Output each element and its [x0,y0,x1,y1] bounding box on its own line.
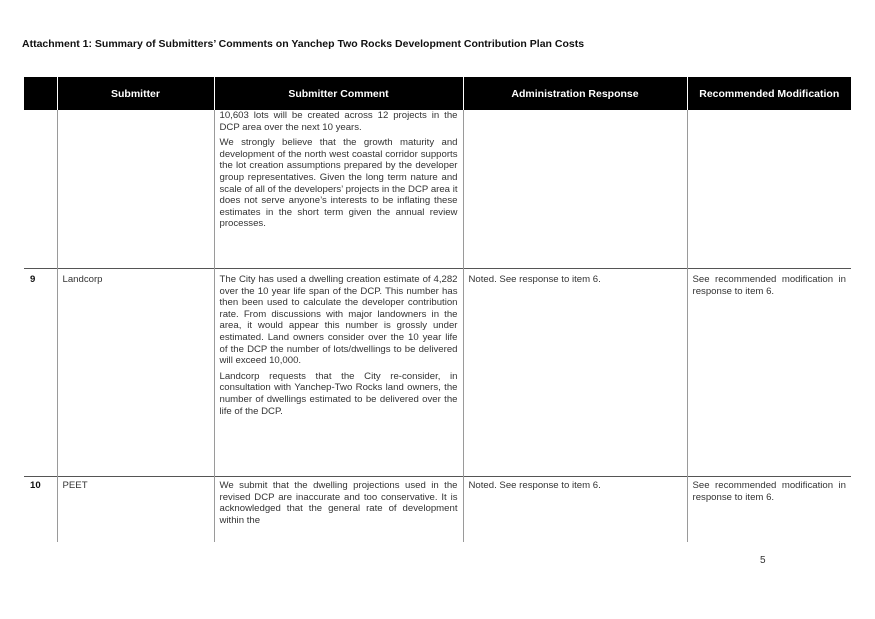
row-comment [214,477,463,543]
header-administration-response: Administration Response [463,77,687,110]
row-submitter [57,110,214,269]
row-number: 10 [24,477,57,543]
table-row [24,269,851,477]
row-comment [214,110,463,269]
comments-table [24,77,851,543]
comment-paragraph: Landcorp requests that the City re-consider, in consultation with Yanchep-Two Rocks land owners, the number of dwellings estimated to be delivered over the life of the DCP. [219,370,458,417]
table-header-row [24,77,851,110]
table-row [24,477,851,543]
table-row [24,110,851,269]
row-response: Noted. See response to item 6. [463,269,687,477]
comment-paragraph: 10,603 lots will be created across 12 projects in the DCP area over the next 10 years. [219,110,458,133]
comment-paragraph: We strongly believe that the growth maturity and development of the north west coastal corridor supports the lot creation assumptions prepared by the developer group representatives. Given the long term nature and scale of all of the developers’ projects in the DCP area it does not serve anyone’s interests to be inflating these estimates in the short term given the annual review processes. [219,137,458,230]
header-submitter-comment: Submitter Comment [214,77,463,110]
page-title: Attachment 1: Summary of Submitters’ Comments on Yanchep Two Rocks Development Contribution Plan Costs [22,38,585,50]
header-number [24,77,57,110]
row-submitter: PEET [57,477,214,543]
comment-paragraph: The City has used a dwelling creation estimate of 4,282 over the 10 year life span of the DCP. This number has then been used to calculate the developer contribution rate. From discussions with major landowners in the area, it would appear this number is grossly under estimated. Land owners consider over the 10 year life of the DCP the number of lots/dwellings to be delivered will exceed 10,000. [219,274,458,367]
row-response [463,110,687,269]
comment-paragraph: We submit that the dwelling projections used in the revised DCP are inaccurate and too conservative. It is acknowledged that the general rate of development within the [219,480,458,526]
row-comment [214,269,463,477]
row-submitter: Landcorp [57,269,214,477]
row-response: Noted. See response to item 6. [463,477,687,543]
header-recommended-modification: Recommended Modification [687,77,851,110]
row-modification: See recommended modification in response to item 6. [687,269,851,477]
header-submitter: Submitter [57,77,214,110]
row-modification [687,110,851,269]
row-number: 9 [24,269,57,477]
row-modification: See recommended modification in response to item 6. [687,477,851,543]
row-number [24,110,57,269]
page-number: 5 [760,555,766,566]
